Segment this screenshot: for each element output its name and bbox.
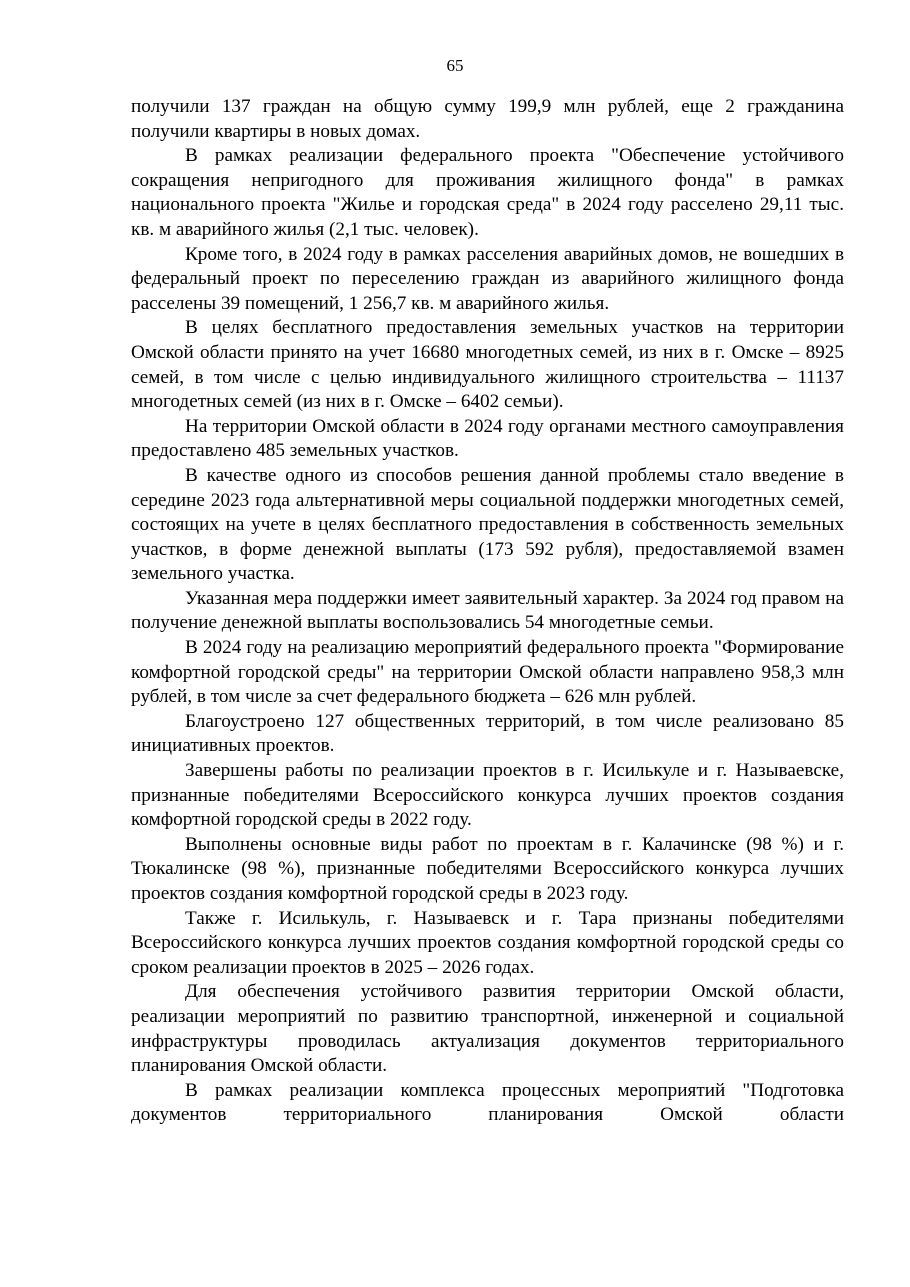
paragraph-projects-2022: Завершены работы по реализации проектов в г. Исилькуле и г. Называевске, признанные победителями Всероссийского конкурса лучших проектов создания комфортной городской среды в 2022 году.	[131, 760, 844, 831]
paragraph-projects-2023: Выполнены основные виды работ по проектам в г. Калачинске (98 %) и г. Тюкалинске (98 %), признанные победителями Всероссийского конкурса лучших проектов создания комфортной городской среды в 2023 году.	[131, 833, 844, 904]
paragraph-process-measures: В рамках реализации комплекса процессных мероприятий "Подготовка документов территориального планирования Омской области	[131, 1079, 844, 1126]
paragraph-cash-payment: Указанная мера поддержки имеет заявительный характер. За 2024 год правом на получение денежной выплаты воспользовались 54 многодетные семьи.	[131, 587, 844, 634]
paragraph-emergency-housing-federal-project: В рамках реализации федерального проекта "Обеспечение устойчивого сокращения непригодного для проживания жилищного фонда" в рамках национального проекта "Жилье и городская среда" в 2024 году расселено 29,11 тыс. кв. м аварийного жилья (2,1 тыс. человек).	[131, 145, 844, 240]
paragraph-continuation: получили 137 граждан на общую сумму 199,9 млн рублей, еще 2 гражданина получили квартиры в новых домах.	[131, 96, 844, 142]
paragraph-projects-2025-2026: Также г. Исилькуль, г. Называевск и г. Тара признаны победителями Всероссийского конкурса лучших проектов создания комфортной городской среды со сроком реализации проектов в 2025 – 2026 годах.	[131, 907, 844, 978]
document-body	[131, 95, 844, 1128]
paragraph-large-families-registration: В целях бесплатного предоставления земельных участков на территории Омской области принято на учет 16680 многодетных семей, из них в г. Омске – 8925 семей, в том числе с целью индивидуального жилищного строительства – 11137 многодетных семей (из них в г. Омске – 6402 семьи).	[131, 317, 844, 413]
paragraph-land-plots-provided: На территории Омской области в 2024 году органами местного самоуправления предоставлено 485 земельных участков.	[131, 415, 844, 462]
paragraph-public-territories: Благоустроено 127 общественных территорий, в том числе реализовано 85 инициативных проектов.	[131, 710, 844, 757]
paragraph-urban-environment-funding: В 2024 году на реализацию мероприятий федерального проекта "Формирование комфортной городской среды" на территории Омской области направлено 958,3 млн рублей, в том числе за счет федерального бюджета – 626 млн рублей.	[131, 637, 844, 708]
page-number: 65	[446, 56, 464, 75]
paragraph-emergency-housing-regional: Кроме того, в 2024 году в рамках расселения аварийных домов, не вошедших в федеральный проект по переселению граждан из аварийного жилищного фонда расселены 39 помещений, 1 256,7 кв. м аварийного жилья.	[131, 243, 844, 314]
paragraph-alternative-support: В качестве одного из способов решения данной проблемы стало введение в середине 2023 года альтернативной меры социальной поддержки многодетных семей, состоящих на учете в целях бесплатного предоставления в собственность земельных участков, в форме денежной выплаты (173 592 рубля), предоставляемой взамен земельного участка.	[131, 464, 844, 585]
paragraph-territorial-planning: Для обеспечения устойчивого развития территории Омской области, реализации мероприятий по развитию транспортной, инженерной и социальной инфраструктуры проводилась актуализация документов территориального планирования Омской области.	[131, 981, 844, 1077]
